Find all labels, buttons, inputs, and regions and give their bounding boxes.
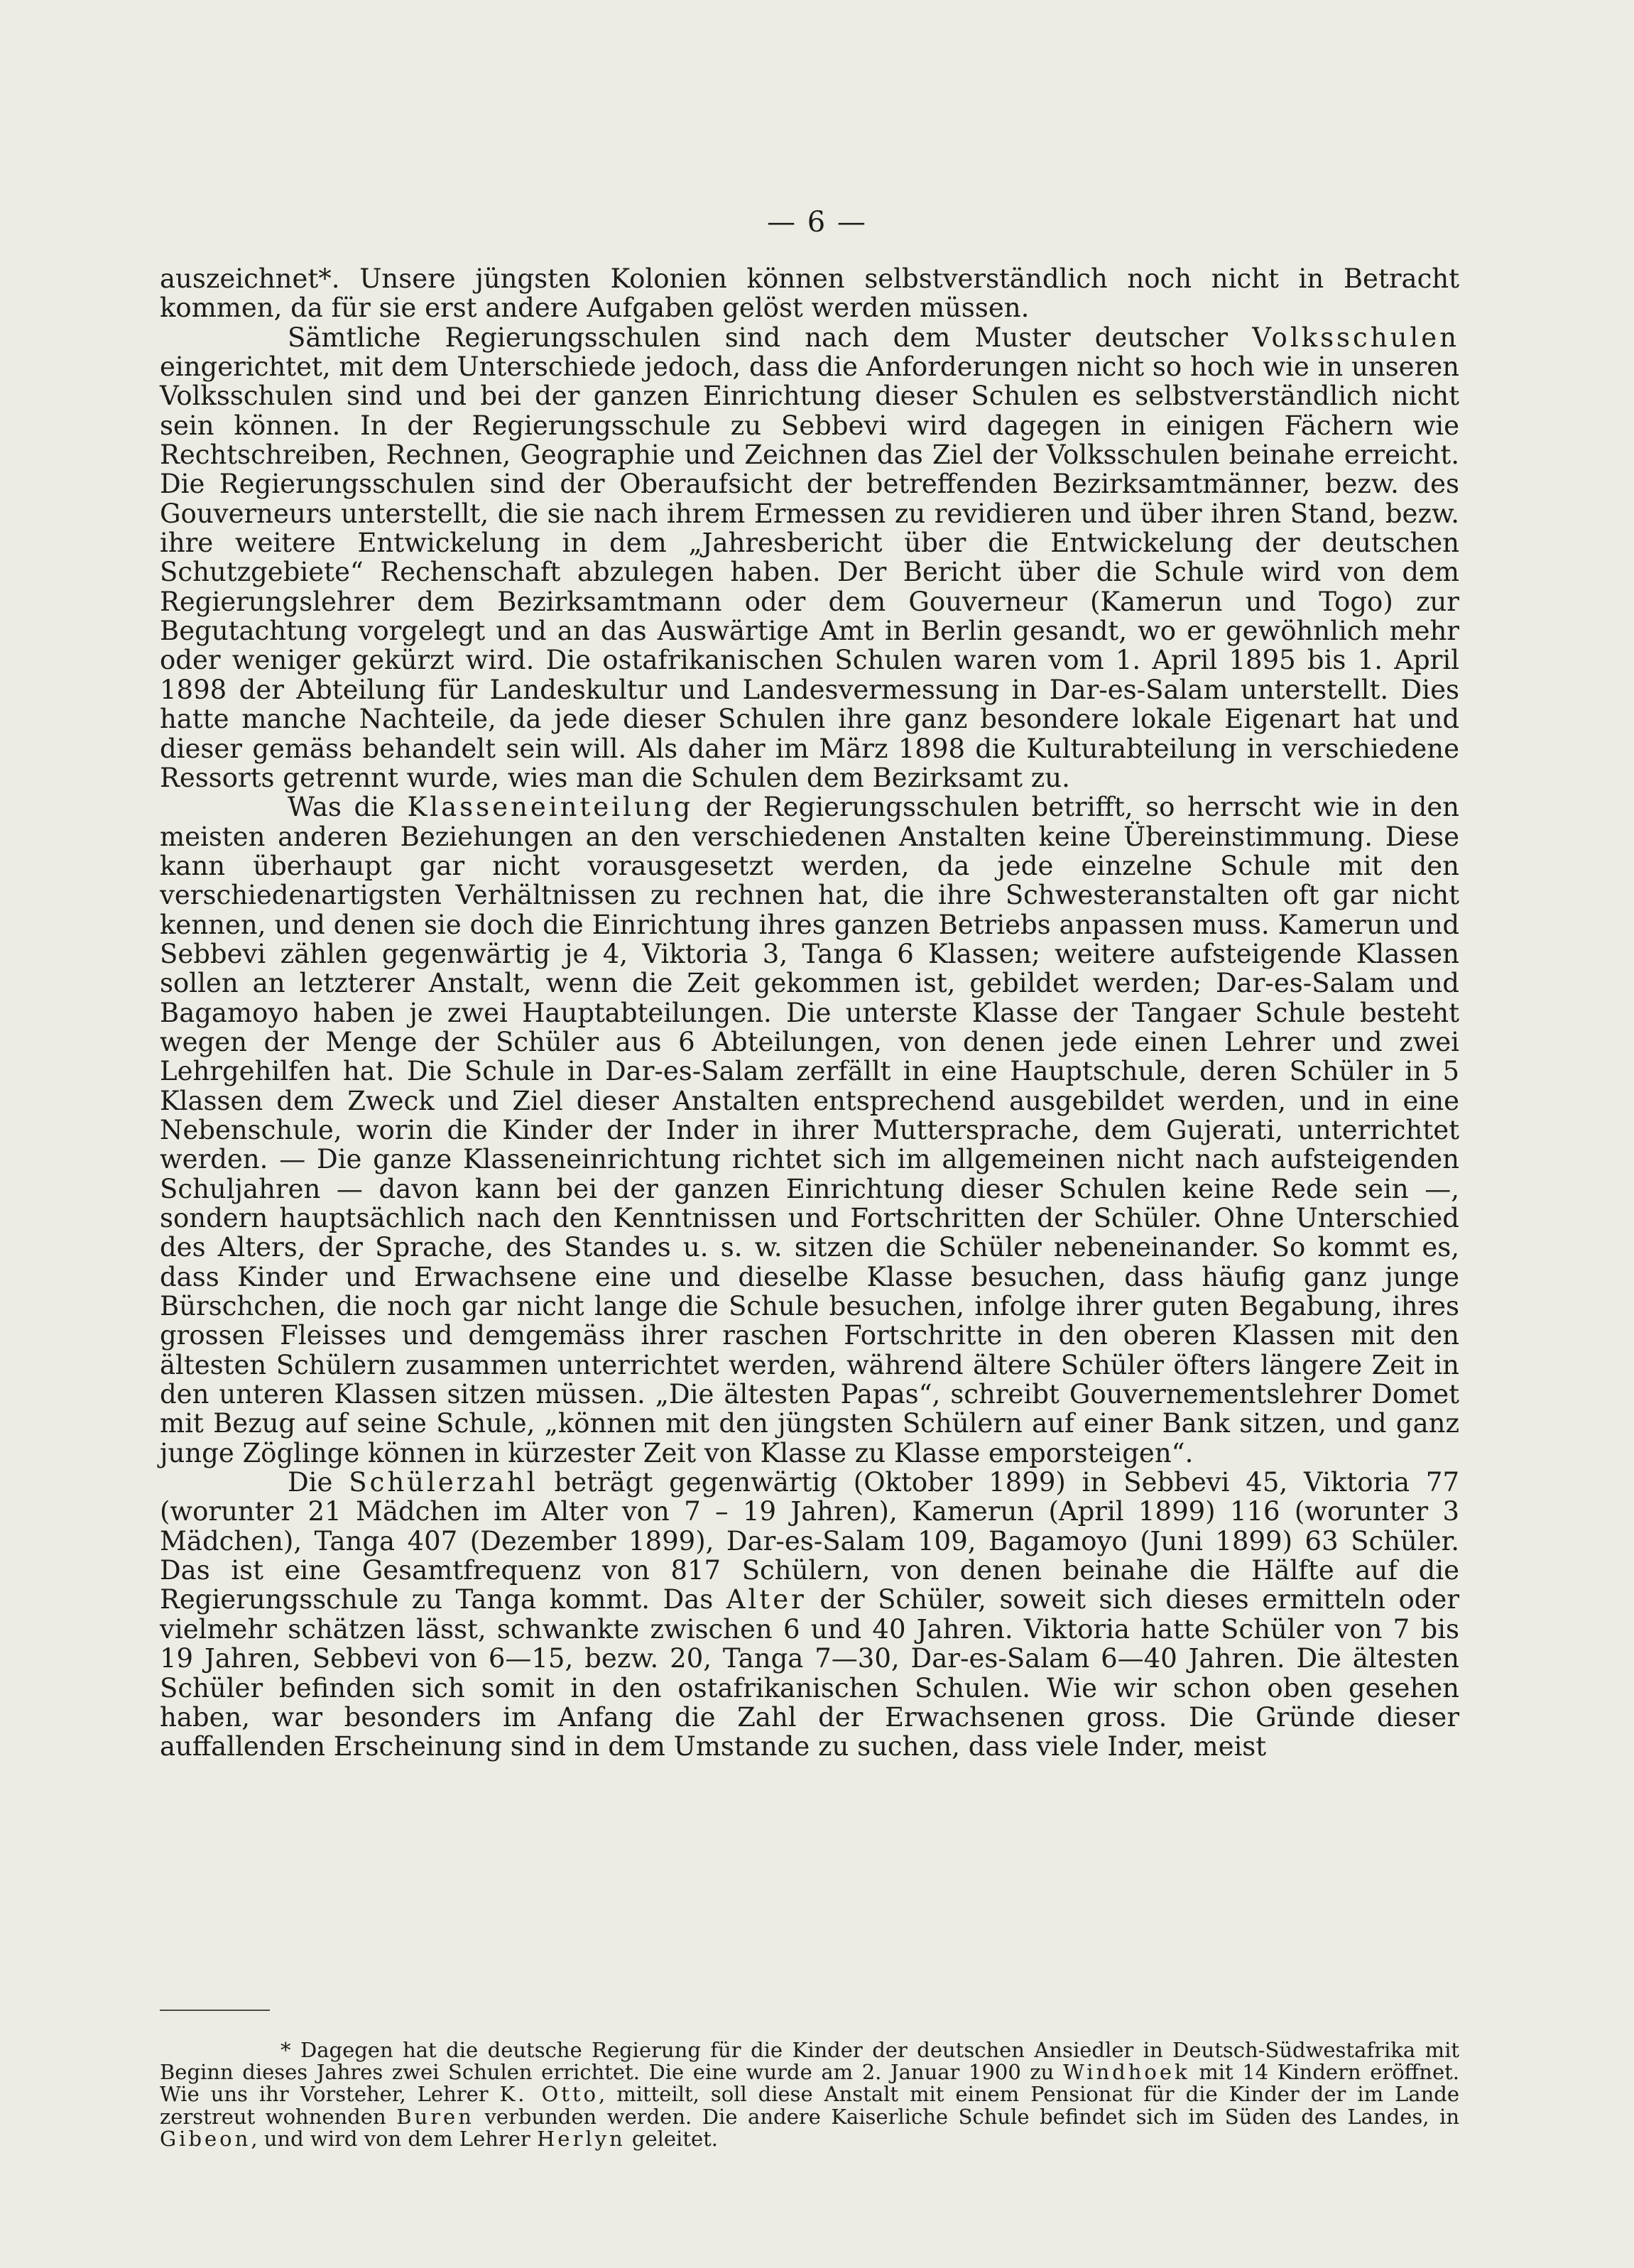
paragraph xyxy=(160,1468,1459,1761)
spaced-term: Windhoek xyxy=(1062,2060,1190,2085)
spaced-term: Klasseneinteilung xyxy=(407,792,694,823)
text-run: der Schüler, soweit sich dieses ermitteln oder vielmehr schätzen lässt, schwankte zwischen 6 und 40 Jahren. Viktoria hatte Schüler von 7 bis 19 Jahren, Sebbevi von 6—15, bezw. 20, Tanga 7—30, Dar-es-Salam 6—40 Jahren. Die ältesten Schüler befinden sich somit in den ostafrikanischen Schulen. Wie wir schon oben gesehen haben, war besonders im Anfang die Zahl der Erwachsenen gross. Die Gründe dieser auffallenden Erscheinung sind in dem Umstande zu suchen, dass viele Inder, meist xyxy=(160,1584,1460,1762)
text-run: Was die xyxy=(288,792,395,823)
text-run: eingerichtet, mit dem Unterschiede jedoch, dass die Anforderungen nicht so hoch wie in unseren Volksschulen sind und bei der ganzen Einrichtung dieser Schulen es selbstverständlich nicht sein können. In der Regierungsschule zu Sebbevi wird dagegen in einigen Fächern wie Rechtschreiben, Rechnen, Geographie und Zeichnen das Ziel der Volksschulen beinahe erreicht. Die Regierungsschulen sind der Oberaufsicht der betreffenden Bezirksamtmänner, bezw. des Gouverneurs unterstellt, die sie nach ihrem Ermessen zu revidieren und über ihren Stand, bezw. ihre weitere Entwickelung in dem „Jahresbericht über die Entwickelung der deutschen Schutzgebiete“ Rechenschaft abzulegen haben. Der Bericht über die Schule wird von dem Regierungslehrer dem Bezirksamtmann oder dem Gouverneur (Kamerun und Togo) zur Begutachtung vorgelegt und an das Auswärtige Amt in Berlin gesandt, wo er gewöhnlich mehr oder weniger gekürzt wird. Die ostafrikanischen Schulen waren vom 1. April 1895 bis 1. April 1898 der Abteilung für Landeskultur und Landesvermessung in Dar-es-Salam unterstellt. Dies hatte manche Nachteile, da jede dieser Schulen ihre ganz besondere lokale Eigenart hat und dieser gemäss behandelt sein will. Als daher im März 1898 die Kulturabteilung in verschiedene Ressorts getrennt wurde, wies man die Schulen dem Bezirksamt zu. xyxy=(160,351,1459,793)
paragraph xyxy=(160,323,1459,793)
spaced-term: Alter xyxy=(726,1584,807,1615)
text-run: der Regierungsschulen betrifft, so herrscht wie in den meisten anderen Beziehungen an den verschiedenen Anstalten keine Übereinstimmung. Diese kann überhaupt gar nicht vorausgesetzt werden, da jede einzelne Schule mit den verschiedenartigsten Verhältnissen zu rechnen hat, die ihre Schwesteranstalten oft gar nicht kennen, und denen sie doch die Einrichtung ihres ganzen Betriebs anpassen muss. Kamerun und Sebbevi zählen gegenwärtig je 4, Viktoria 3, Tanga 6 Klassen; weitere aufsteigende Klassen sollen an letzterer Anstalt, wenn die Zeit gekommen ist, gebildet werden; Dar-es-Salam und Bagamoyo haben je zwei Hauptabteilungen. Die unterste Klasse der Tangaer Schule besteht wegen der Menge der Schüler aus 6 Abteilungen, von denen jede einen Lehrer und zwei Lehrgehilfen hat. Die Schule in Dar-es-Salam zerfällt in eine Hauptschule, deren Schüler in 5 Klassen dem Zweck und Ziel dieser Anstalten entsprechend ausgebildet werden, und in eine Nebenschule, worin die Kinder der Inder in ihrer Muttersprache, dem Gujerati, unterrichtet werden. — Die ganze Klasseneinrichtung richtet sich im allgemeinen nicht nach aufsteigenden Schuljahren — davon kann bei der ganzen Einrichtung dieser Schulen keine Rede sein —, sondern hauptsächlich nach den Kenntnissen und Fortschritten der Schüler. Ohne Unterschied des Alters, der Sprache, des Standes u. s. w. sitzen die Schüler nebeneinander. So kommt es, dass Kinder und Erwachsene eine und dieselbe Klasse besuchen, dass häufig ganz junge Bürschchen, die noch gar nicht lange die Schule besuchen, infolge ihrer guten Begabung, ihres grossen Fleisses und demgemäss ihrer raschen Fortschritte in den oberen Klassen mit den ältesten Schülern zusammen unterrichtet werden, während ältere Schüler öfters längere Zeit in den unteren Klassen sitzen müssen. „Die ältesten Papas“, schreibt Gouvernementslehrer Domet mit Bezug auf seine Schule, „können mit den jüngsten Schülern auf einer Bank sitzen, und ganz junge Zöglinge können in kürzester Zeit von Klasse zu Klasse emporsteigen“. xyxy=(160,792,1459,1468)
text-run: beträgt gegenwärtig (Oktober 1899) in Sebbevi 45, Viktoria 77 (worunter 21 Mädchen im Alter von 7 – 19 Jahren), Kamerun (April 1899) 116 (worunter 3 Mädchen), Tanga 407 (Dezember 1899), Dar-es-Salam 109, Bagamoyo (Juni 1899) 63 Schüler. Das ist eine Gesamtfrequenz von 817 Schülern, von denen beinahe die Hälfte auf die Regierungsschule zu Tanga kommt. Das xyxy=(160,1467,1459,1615)
paragraph xyxy=(160,792,1459,1468)
footnote-text xyxy=(160,2039,1459,2150)
paragraph: auszeichnet*. Unsere jüngsten Kolonien können selbstverständlich noch nicht in Betracht kommen, da für sie erst andere Aufgaben gelöst werden müssen. xyxy=(160,263,1459,324)
text-run: , und wird von dem Lehrer xyxy=(251,2126,530,2151)
spaced-term: Schülerzahl xyxy=(349,1467,538,1498)
text-run: * Dagegen hat die deutsche Regierung für die Kinder der deutschen Ansiedler in Deutsch-Südwestafrika mit Beginn dieses Jahres zwei Schulen errichtet. Die eine wurde am 2. Januar 1900 zu xyxy=(160,2038,1459,2085)
footnote-divider xyxy=(160,2010,270,2011)
text-run: verbunden werden. Die andere Kaiserliche Schule befindet sich im Süden des Landes, in xyxy=(484,2104,1459,2129)
text-run: Die xyxy=(288,1467,333,1498)
spaced-term: Volksschulen xyxy=(1252,322,1459,353)
text-run: Sämtliche Regierungsschulen sind nach dem Muster deutscher xyxy=(288,322,1229,353)
spaced-term: Gibeon xyxy=(160,2126,251,2151)
spaced-term: Herlyn xyxy=(537,2126,626,2151)
text-run: mit 14 Kindern eröffnet. Wie uns ihr Vorsteher, Lehrer xyxy=(160,2060,1459,2107)
body-text xyxy=(160,264,1459,1762)
spaced-term: K. Otto xyxy=(499,2082,599,2107)
text-run: geleitet. xyxy=(631,2126,719,2151)
text-run: , mitteilt, soll diese Anstalt mit einem Pensionat für die Kinder der im Lande zerstreut wohnenden xyxy=(160,2082,1459,2129)
page-number: — 6 — xyxy=(767,206,867,239)
footnote xyxy=(160,2039,1459,2150)
spaced-term: Buren xyxy=(396,2104,474,2129)
